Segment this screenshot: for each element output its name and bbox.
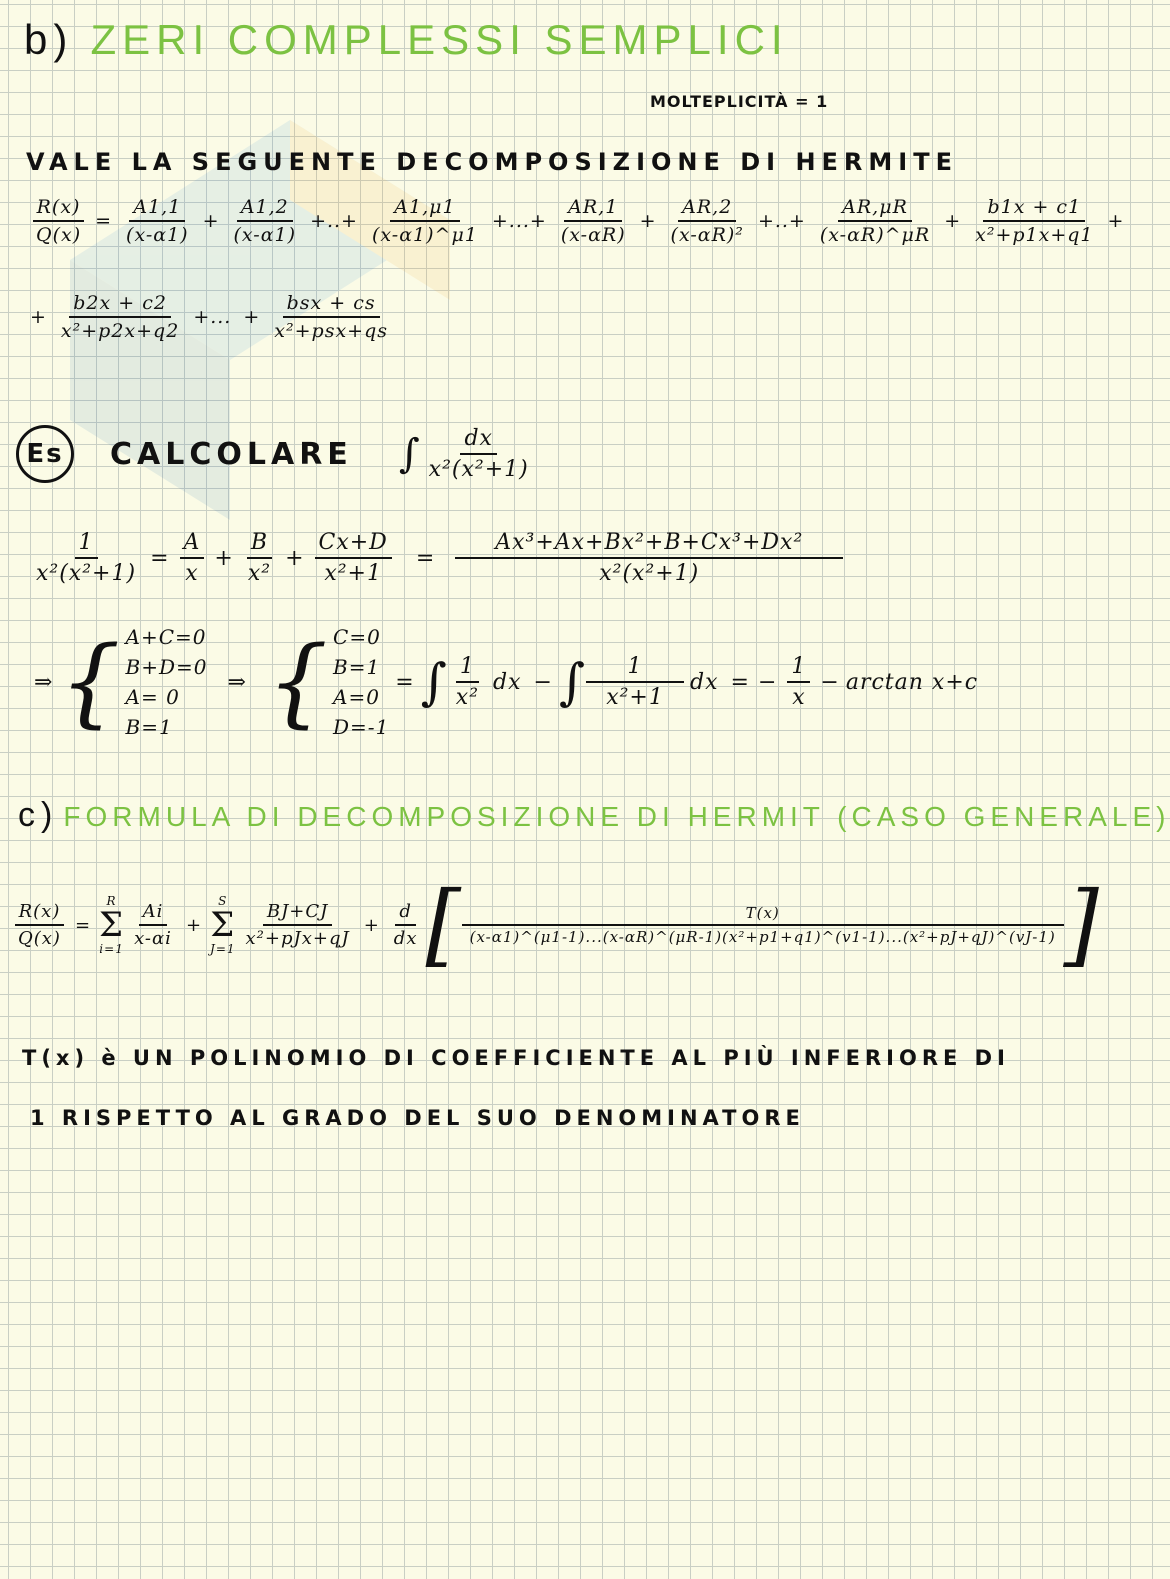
example-badge: Es — [16, 425, 74, 483]
fraction-term: $\frac{b2x + c2}{\text{x²+p2x+q2}}$ — [60, 292, 180, 342]
fraction-term: $\frac{AR,2}{\text{(x-αR)²}}$ — [670, 196, 744, 246]
hermite-formula-row2: + $\frac{b2x + c2}{\text{x²+p2x+q2}}$ +... + $\frac{\text{bsx + cs}}{\text{x²+psx+qs}}$ — [24, 292, 396, 342]
section-c-title: FORMULA DI DECOMPOSIZIONE DI HERMIT (CASO GENERALE) — [63, 801, 1170, 832]
result-tail: arctan x+c — [845, 669, 979, 695]
example-integrand: $\frac{dx}{\text{x²(x²+1)}}$ — [428, 426, 529, 482]
example-label: CALCOLARE — [110, 436, 353, 472]
multiplicity-note: MOLTEPLICITÀ = 1 — [650, 92, 829, 111]
section-c-label: c) — [18, 796, 59, 834]
fraction-lhs: $\frac{R(x)}{Q(x)}$ — [32, 196, 85, 246]
general-formula: $\frac{R(x)}{Q(x)}$ = R Σ i=1 $\frac{Ai}{x-\alpha i}$ + S Σ J=1 $\frac{BJ+CJ}{\text{x²+pJx+qJ}}$ + $\frac{d}{dx}$ [ T(x) (x-α1)^(μ1-1)...(x-αR)^(μR-1)(x²+p1+q1)^(v1-1)...(x²+pJ+qJ)^(vJ-1) ] — [10, 880, 1100, 970]
fraction-term: $\frac{A1,\mu 1}{(x-\alpha 1)\^{}\mu 1}$ — [371, 196, 478, 246]
fraction-term: $\frac{AR,1}{(x-\alpha R)}$ — [560, 196, 626, 246]
summation-1: R Σ i=1 — [99, 894, 125, 956]
system-1: A+C=0 B+D=0 A= 0 B=1 — [125, 625, 208, 739]
integral-sign: ∫ — [398, 431, 421, 477]
section-b-title: ZERI COMPLESSI SEMPLICI — [90, 16, 789, 63]
fraction-term: $\frac{A1,2}{(x-\alpha 1)}$ — [233, 196, 297, 246]
fraction-term: $\frac{\text{bsx + cs}}{\text{x²+psx+qs}}$ — [274, 292, 388, 342]
note-line-2: 1 RISPETTO AL GRADO DEL SUO DENOMINATORE — [30, 1106, 805, 1130]
intro-text: VALE LA SEGUENTE DECOMPOSIZIONE DI HERMITE — [26, 148, 958, 176]
section-b-heading — [24, 16, 789, 64]
example-heading — [16, 425, 537, 483]
note-line-1: T(x) è UN POLINOMIO DI COEFFICIENTE AL PIÙ INFERIORE DI — [22, 1046, 1010, 1070]
fraction-term: $\frac{A1,1}{(x-\alpha 1)}$ — [126, 196, 189, 246]
fraction-term: $\frac{b1x + c1}{\text{x²+p1x+q1}}$ — [975, 196, 1094, 246]
hermite-formula-row1: $\frac{R(x)}{Q(x)}$ = $\frac{A1,1}{(x-\alpha 1)}$ + $\frac{A1,2}{(x-\alpha 1)}$ +..+ $\frac{A1,\mu 1}{(x-\alpha 1)\^{}\mu 1}$ +...+ $\frac{AR,1}{(x-\alpha R)}$ + $\frac{AR,2}{\text{(x-αR)²}}$ +..+ $\frac{AR,\mu R}{(x-\alpha R)\^{}\mu R}$ + $\frac{b1x + c1}{\text{x²+p1x+q1}}$ + — [28, 196, 1130, 246]
section-b-label: b) — [24, 16, 74, 63]
fraction-term: $\frac{AR,\mu R}{(x-\alpha R)\^{}\mu R}$ — [819, 196, 931, 246]
decomposition-line: $\frac{1}{\text{x²(x²+1)}}$ = $\frac{A}{x}$ + $\frac{B}{\text{x²}}$ + $\frac{Cx+D}{\text{x²+1}}$ = $\frac{\text{Ax³+Ax+Bx²+B+Cx³+Dx²}}{\text{x²(x²+1)}}$ — [28, 530, 843, 586]
section-c-heading — [18, 796, 1170, 835]
system-2: C=0 B=1 A=0 D=-1 — [333, 625, 390, 739]
summation-2: S Σ J=1 — [210, 894, 236, 956]
system-solution-line: ⇒ { A+C=0 B+D=0 A= 0 B=1 ⇒ { C=0 B=1 A=0 D=-1 = ∫ $\frac{1}{\text{x²}}$ dx − ∫ $\frac{1}{\text{x²+1}}$ dx = − $\frac{1}{x}$ − arctan x+c — [28, 622, 978, 742]
